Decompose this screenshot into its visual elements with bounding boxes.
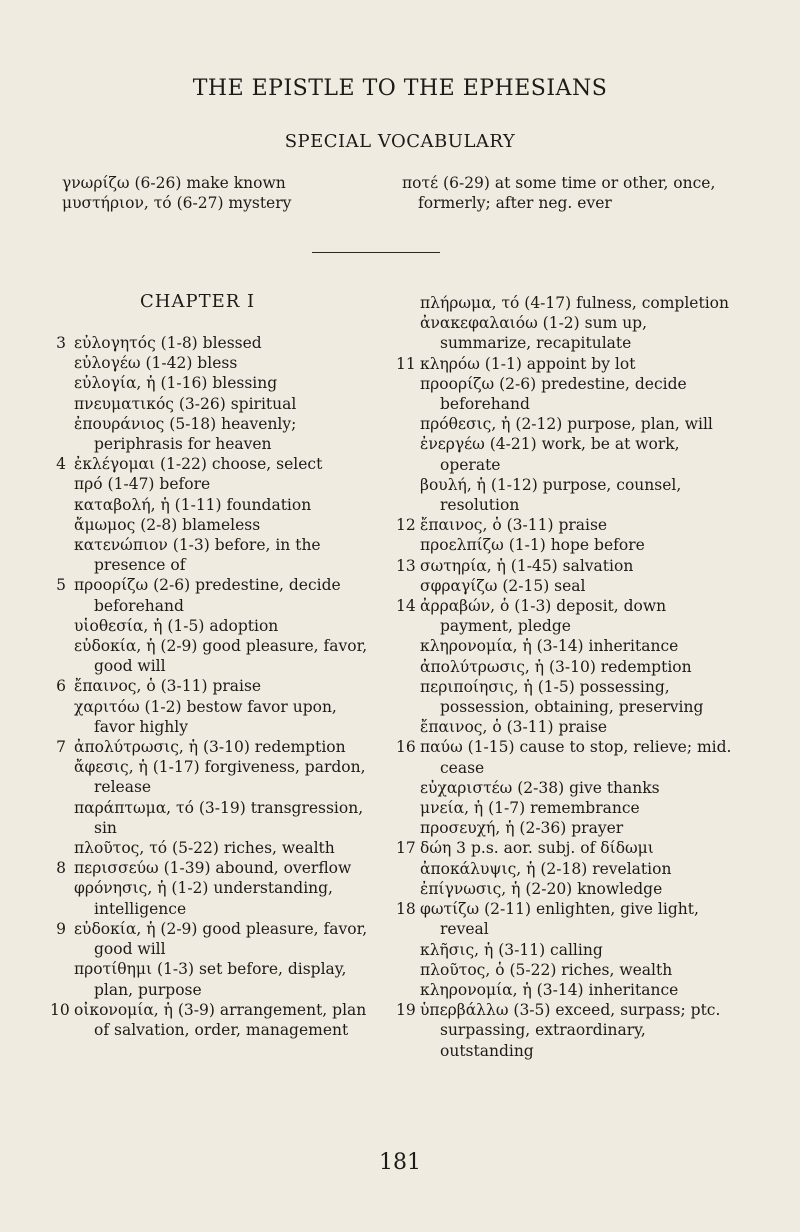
vocab-entry: [396, 556, 736, 576]
vocab-definition: ἐκλέγομαι (1-22) choose, select: [74, 455, 323, 474]
vocab-definition: μνεία, ἡ (1-7) remembrance: [420, 799, 640, 818]
vocab-entry: [396, 859, 736, 879]
vocab-definition: κληρονομία, ἡ (3-14) inheritance: [420, 980, 679, 999]
vocab-definition: πλήρωμα, τό (4-17) fulness, completion: [420, 294, 729, 312]
vocab-entry: [396, 879, 736, 899]
vocab-definition: προσευχή, ἡ (2-36) prayer: [420, 819, 624, 838]
verse-number: 7: [56, 738, 66, 757]
vocab-definition: ἐπίγνωσις, ἡ (2-20) knowledge: [420, 879, 663, 898]
vocab-entry: [50, 798, 372, 838]
vocab-entry: [50, 454, 372, 474]
vocab-entry: [396, 838, 736, 858]
vocab-entry: [396, 798, 736, 818]
vocab-entry: ποτέ (6-29) at some time or other, once, formerly; after neg. ever: [402, 174, 716, 212]
vocab-definition: εὐδοκία, ἡ (2-9) good pleasure, favor, good will: [74, 919, 368, 959]
vocab-entry: [396, 657, 736, 677]
vocab-definition: ἔπαινος, ὁ (3-11) praise: [74, 677, 262, 696]
vocab-entry: [50, 636, 372, 676]
vocab-definition: περισσεύω (1-39) abound, overflow: [74, 859, 352, 878]
vocab-definition: κληρόω (1-1) appoint by lot: [420, 354, 636, 373]
vocab-definition: ἐνεργέω (4-21) work, be at work, operate: [420, 435, 680, 474]
vocab-entry: [50, 697, 372, 737]
vocab-definition: εὐλογέω (1-42) bless: [74, 354, 238, 373]
verse-number: 10: [50, 1000, 70, 1019]
vocabulary-column-right: [396, 293, 736, 1061]
vocab-definition: πλοῦτος, τό (5-22) riches, wealth: [74, 839, 335, 858]
vocab-entry: [50, 838, 372, 858]
vocab-entry: [50, 515, 372, 535]
vocab-entry: [396, 293, 736, 313]
vocab-definition: κληρονομία, ἡ (3-14) inheritance: [420, 637, 679, 656]
vocab-entry: [396, 576, 736, 596]
vocab-entry: [396, 717, 736, 737]
vocab-entry: [396, 818, 736, 838]
vocab-definition: εὐλογητός (1-8) blessed: [74, 334, 262, 352]
vocab-definition: ἐπουράνιος (5-18) heavenly; periphrasis for heaven: [74, 414, 297, 454]
vocab-entry: [396, 677, 736, 717]
vocab-entry: [50, 757, 372, 797]
vocab-definition: δώη 3 p.s. aor. subj. of δίδωμι: [420, 839, 654, 858]
verse-number: 17: [396, 839, 416, 858]
vocab-entry: [396, 434, 736, 474]
vocab-entry: [50, 333, 372, 353]
verse-number: 14: [396, 597, 416, 616]
vocab-entry: [50, 919, 372, 959]
vocab-definition: εὐχαριστέω (2-38) give thanks: [420, 778, 660, 797]
page-title: THE EPISTLE TO THE EPHESIANS: [192, 76, 608, 101]
vocab-entry: [50, 959, 372, 999]
vocab-definition: ἀπολύτρωσις, ἡ (3-10) redemption: [420, 657, 692, 676]
vocab-definition: προορίζω (2-6) predestine, decide beforehand: [74, 576, 341, 615]
vocab-entry: [50, 535, 372, 575]
vocab-definition: βουλή, ἡ (1-12) purpose, counsel, resolution: [420, 475, 682, 515]
vocab-entry: [396, 636, 736, 656]
vocab-definition: περιποίησις, ἡ (1-5) possessing, possession, obtaining, preserving: [420, 677, 704, 717]
vocab-entry: [396, 414, 736, 434]
vocab-entry: γνωρίζω (6-26) make known: [62, 174, 286, 192]
vocab-entry: [396, 596, 736, 636]
vocab-definition: προτίθημι (1-3) set before, display, plan, purpose: [74, 960, 347, 999]
verse-number: 13: [396, 556, 416, 575]
verse-number: 16: [396, 738, 416, 757]
vocab-entry: [50, 737, 372, 757]
vocab-definition: εὐδοκία, ἡ (2-9) good pleasure, favor, good will: [74, 637, 368, 676]
vocab-entry: [396, 535, 736, 555]
verse-number: 12: [396, 516, 416, 535]
vocab-entry: μυστήριον, τό (6-27) mystery: [62, 194, 292, 212]
vocab-definition: προελπίζω (1-1) hope before: [420, 536, 645, 555]
verse-number: 5: [56, 576, 66, 595]
vocab-definition: πρόθεσις, ἡ (2-12) purpose, plan, will: [420, 415, 713, 434]
vocab-entry: [50, 474, 372, 494]
vocab-definition: ἀνακεφαλαιόω (1-2) sum up, summarize, recapitulate: [420, 314, 648, 353]
vocab-entry: [50, 676, 372, 696]
vocab-definition: ὑπερβάλλω (3-5) exceed, surpass; ptc. surpassing, extraordinary, outstanding: [420, 1001, 721, 1060]
vocab-entry: [396, 778, 736, 798]
vocab-entry: [396, 1000, 736, 1061]
vocab-definition: παύω (1-15) cause to stop, relieve; mid. cease: [420, 738, 732, 777]
vocab-definition: πνευματικός (3-26) spiritual: [74, 394, 297, 413]
verse-number: 8: [56, 859, 66, 878]
verse-number: 6: [56, 677, 66, 696]
vocab-entry: [50, 495, 372, 515]
vocab-definition: οἰκονομία, ἡ (3-9) arrangement, plan of salvation, order, management: [74, 1000, 367, 1039]
vocab-entry: [50, 575, 372, 615]
vocab-entry: [50, 1000, 372, 1040]
vocab-definition: πλοῦτος, ὁ (5-22) riches, wealth: [420, 960, 673, 979]
vocab-definition: κατενώπιον (1-3) before, in the presence of: [74, 536, 321, 575]
vocab-entry: [50, 414, 372, 454]
vocab-definition: σφραγίζω (2-15) seal: [420, 576, 586, 595]
vocab-definition: πρό (1-47) before: [74, 475, 211, 494]
vocab-entry: [396, 940, 736, 960]
vocab-definition: προορίζω (2-6) predestine, decide beforehand: [420, 374, 687, 414]
special-vocabulary-left: [62, 173, 352, 213]
vocab-entry: [396, 374, 736, 414]
chapter-heading: CHAPTER I: [140, 291, 256, 312]
vocab-entry: [396, 475, 736, 515]
verse-number: 3: [56, 334, 66, 352]
vocab-definition: υἱοθεσία, ἡ (1-5) adoption: [74, 616, 279, 635]
vocab-definition: ἄφεσις, ἡ (1-17) forgiveness, pardon, release: [74, 758, 366, 797]
vocab-entry: [50, 616, 372, 636]
vocab-entry: [396, 313, 736, 353]
vocab-definition: εὐλογία, ἡ (1-16) blessing: [74, 374, 278, 393]
page-number: 181: [379, 1150, 421, 1175]
verse-number: 18: [396, 900, 416, 919]
vocab-entry: [50, 878, 372, 918]
vocab-definition: ἀρραβών, ὁ (1-3) deposit, down payment, pledge: [420, 597, 667, 636]
vocab-entry: [396, 737, 736, 777]
vocab-entry: [50, 353, 372, 373]
verse-number: 11: [396, 354, 416, 373]
vocab-definition: ἔπαινος, ὁ (3-11) praise: [420, 718, 608, 737]
vocab-definition: ἀποκάλυψις, ἡ (2-18) revelation: [420, 859, 672, 878]
vocab-definition: ἀπολύτρωσις, ἡ (3-10) redemption: [74, 738, 346, 757]
vocab-entry: [396, 960, 736, 980]
vocab-definition: φρόνησις, ἡ (1-2) understanding, intelligence: [74, 879, 333, 918]
vocab-definition: καταβολή, ἡ (1-11) foundation: [74, 495, 312, 514]
vocab-definition: σωτηρία, ἡ (1-45) salvation: [420, 556, 634, 575]
verse-number: 9: [56, 919, 66, 938]
vocab-entry: [396, 980, 736, 1000]
special-vocabulary-right: [402, 173, 742, 213]
special-vocabulary-heading: SPECIAL VOCABULARY: [284, 131, 516, 152]
vocab-entry: [50, 394, 372, 414]
vocab-entry: [396, 899, 736, 939]
vocab-entry: [50, 858, 372, 878]
vocab-definition: ἄμωμος (2-8) blameless: [74, 515, 261, 534]
section-divider: [312, 252, 440, 253]
vocab-definition: χαριτόω (1-2) bestow favor upon, favor highly: [74, 697, 337, 736]
vocab-entry: [396, 354, 736, 374]
vocabulary-column-left: [50, 333, 372, 1040]
vocab-entry: [396, 515, 736, 535]
vocab-definition: παράπτωμα, τό (3-19) transgression, sin: [74, 798, 364, 837]
vocab-definition: κλῆσις, ἡ (3-11) calling: [420, 940, 603, 959]
verse-number: 19: [396, 1001, 416, 1020]
verse-number: 4: [56, 455, 66, 474]
vocab-entry: [50, 373, 372, 393]
vocab-definition: ἔπαινος, ὁ (3-11) praise: [420, 516, 608, 535]
vocab-definition: φωτίζω (2-11) enlighten, give light, reveal: [420, 900, 699, 939]
